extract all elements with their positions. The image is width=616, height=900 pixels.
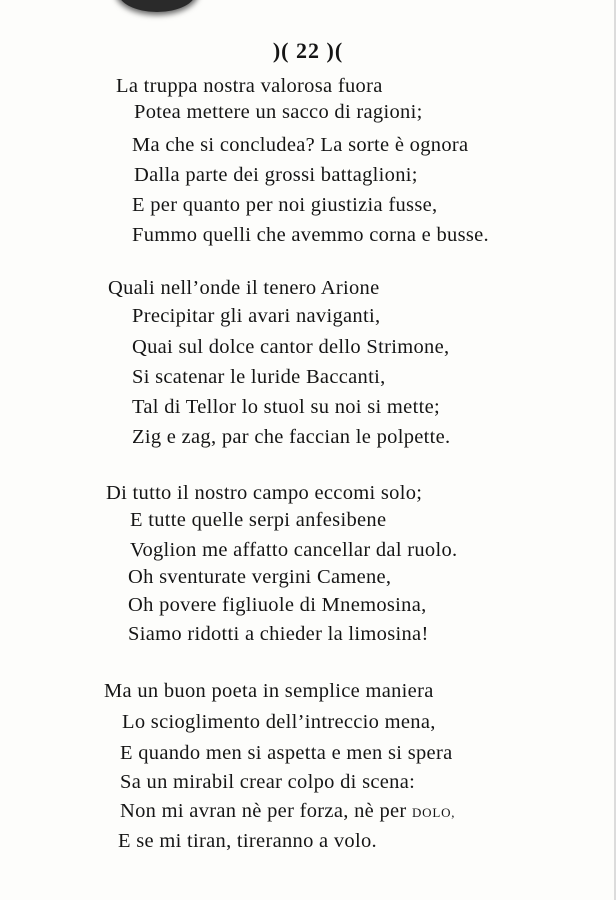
ink-blot <box>118 0 196 12</box>
verse-line: Si scatenar le luride Baccanti, <box>132 366 386 388</box>
verse-line: E tutte quelle serpi anfesibene <box>130 509 387 531</box>
verse-line: Precipitar gli avari naviganti, <box>132 305 381 327</box>
verse-line: Dalla parte dei grossi battaglioni; <box>134 164 418 186</box>
verse-line: Voglion me affatto cancellar dal ruolo. <box>130 539 458 561</box>
small-caps-word: DOLO, <box>411 805 456 820</box>
verse-line: E per quanto per noi giustizia fusse, <box>132 194 438 216</box>
verse-line: Zig e zag, par che faccian le polpette. <box>132 426 451 448</box>
verse-line: Quali nell’onde il tenero Arione <box>108 277 380 299</box>
verse-line: Siamo ridotti a chieder la limosina! <box>128 623 429 645</box>
verse-line: E quando men si aspetta e men si spera <box>120 742 453 764</box>
verse-line: Fummo quelli che avemmo corna e busse. <box>132 224 489 246</box>
verse-line: Potea mettere un sacco di ragioni; <box>134 101 423 123</box>
verse-text: Non mi avran nè per forza, nè per <box>120 800 412 822</box>
verse-line: Ma un buon poeta in semplice maniera <box>104 680 434 702</box>
verse-line: Oh povere figliuole di Mnemosina, <box>128 594 427 616</box>
verse-line: Oh sventurate vergini Camene, <box>128 566 392 588</box>
verse-line: Sa un mirabil crear colpo di scena: <box>120 771 416 793</box>
verse-line: Tal di Tellor lo stuol su noi si mette; <box>132 396 440 418</box>
verse-line: Quai sul dolce cantor dello Strimone, <box>132 336 450 358</box>
verse-line: E se mi tiran, tireranno a volo. <box>118 830 377 852</box>
verse-line: Lo scioglimento dell’intreccio mena, <box>122 711 436 733</box>
verse-line: La truppa nostra valorosa fuora <box>116 75 383 97</box>
verse-line <box>120 799 455 825</box>
page-number: )( 22 )( <box>272 38 344 63</box>
verse-line: Di tutto il nostro campo eccomi solo; <box>106 482 423 504</box>
verse-line: Ma che si concludea? La sorte è ognora <box>132 134 469 156</box>
